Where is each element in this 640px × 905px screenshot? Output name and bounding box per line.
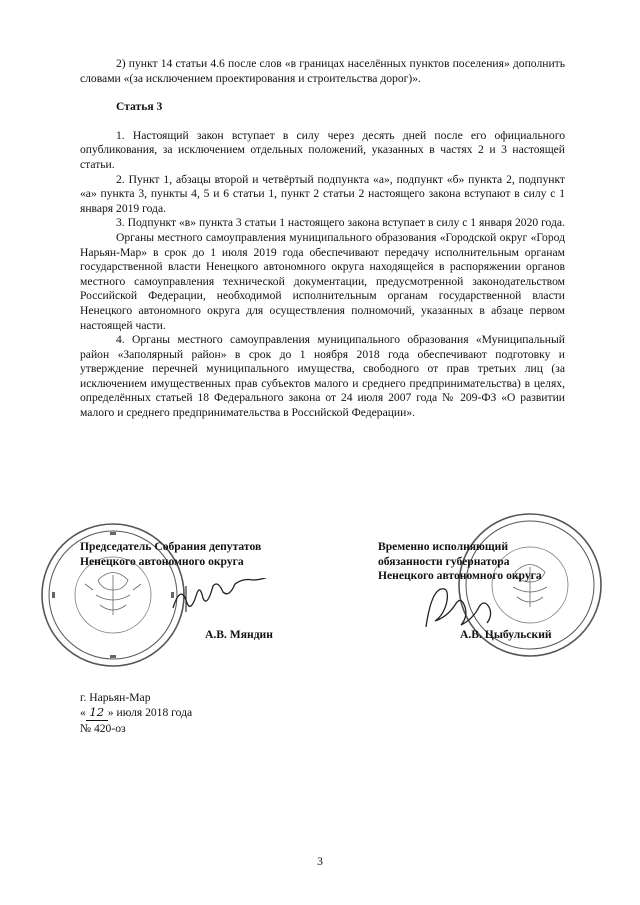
paragraph-organs: Органы местного самоуправления муниципального образования «Городской округ «Город Нарьян-Мар» в срок до 1 июля 2019 года обеспечивают передачу исполнительным органам государственной власти Ненецкого автономного округа находящейся в распоряжении органов местного самоуправления технической документации, предусмотренной законодательством Российской Федерации, необходимой исполнительным органам государственной власти Ненецкого автономного округа для осуществления полномочий, указанных в абзаце первом настоящей части. xyxy=(80,230,565,332)
right-signatory-title xyxy=(378,540,542,584)
right-title-line-3: Ненецкого автономного округа xyxy=(378,569,542,583)
right-handwritten-signature xyxy=(418,582,508,632)
page-number: 3 xyxy=(317,855,323,868)
date-line xyxy=(80,705,192,721)
left-handwritten-signature xyxy=(168,578,278,618)
paragraph-2: 2. Пункт 1, абзацы второй и четвёртый подпункта «а», подпункт «б» пункта 2, подпункт «а» пункта 3, пункты 4, 5 и 6 статьи 1, пункт 2 статьи 2 настоящего закона вступают в силу с 1 января 2019 года. xyxy=(80,172,565,215)
right-signatory-name: А.В. Цыбульский xyxy=(460,628,552,641)
left-signatory-title xyxy=(80,540,261,569)
paragraph-3: 3. Подпункт «в» пункта 3 статьи 1 настоящего закона вступает в силу с 1 января 2020 года. xyxy=(116,216,565,230)
city: г. Нарьян-Мар xyxy=(80,691,151,704)
date-suffix: » июля 2018 года xyxy=(107,706,193,719)
paragraph-4: 4. Органы местного самоуправления муниципального образования «Муниципальный район «Заполярный район» в срок до 1 ноября 2018 года обеспечивают подготовку и утверждение перечней муниципального имущества, свободного от прав третьих лиц (за исключением имущественных прав субъектов малого и среднего предпринимательства) в целях, определённых статьей 18 Федерального закона от 24 июля 2007 года № 209-ФЗ «О развитии малого и среднего предпринимательства в Российской Федерации». xyxy=(80,333,565,420)
date-prefix: « xyxy=(80,706,86,719)
date-day-handwritten: 12 xyxy=(86,705,108,721)
right-title-line-1: Временно исполняющий xyxy=(378,540,509,553)
law-text xyxy=(80,57,565,421)
paragraph-item-2: 2) пункт 14 статьи 4.6 после слов «в границах населённых пунктов поселения» дополнить словами «(за исключением проектирования и строительства дорог)». xyxy=(80,57,565,85)
law-number: № 420-оз xyxy=(80,722,126,735)
left-title-line-1: Председатель Собрания депутатов xyxy=(80,540,262,553)
document-place-date xyxy=(80,690,192,736)
left-signatory-name: А.В. Мяндин xyxy=(205,628,273,641)
left-title-line-2: Ненецкого автономного округа xyxy=(80,554,244,568)
right-title-line-2: обязанности губернатора xyxy=(378,554,510,568)
article-heading: Статья 3 xyxy=(116,100,163,114)
paragraph-1: 1. Настоящий закон вступает в силу через десять дней после его официального опубликования, за исключением отдельных положений, указанных в частях 2 и 3 настоящей статьи. xyxy=(80,128,565,171)
